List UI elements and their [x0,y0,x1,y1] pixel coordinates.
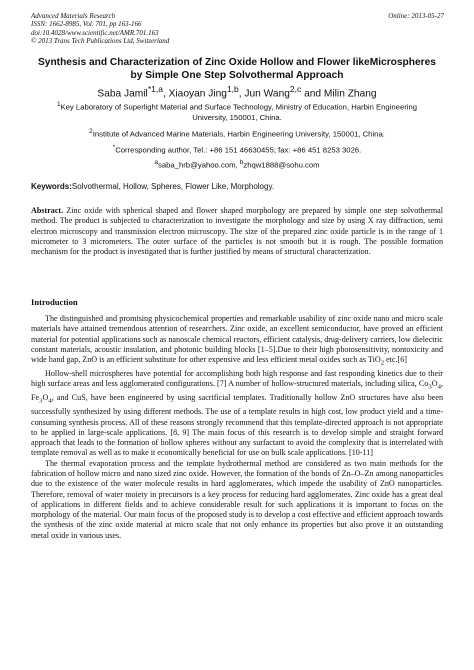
author-name: Saba Jamil [97,88,148,100]
paragraph-text: O [42,393,49,403]
introduction-body [31,314,443,541]
email-marker: b [239,159,244,166]
paragraph: The thermal evaporation process and the template hydrothermal method are considered as two main methods for the fabrication of hollow micro and nano sized zinc oxide. However, the formation of the bonds of Zn–O–Zn among nanoparticles due to the existence of the water molecule results in hard agglomerates, which impede the usability of ZnO nanoparticles. Therefore, removal of water moiety in precursors is a key process for reducing hard agglomerates. Zinc oxide has a great deal of applications in different fields and to achieve considerable result for such applications it is important to focus on the morphology of the material. Our main focus of the proposed study is to develop a cost effective and efficient approach towards the synthesis of the zinc oxide material at micro scale that not only enhance its properties but also prove it an outstanding metal oxide in various uses. [31,458,443,540]
affiliation-2 [31,127,443,140]
author-name: , Xiaoyan Jing [162,88,227,100]
author-superscript: *1,a [147,84,163,94]
subscript: 4 [48,397,52,405]
affiliation-marker: 2 [89,128,93,135]
author-name: and Milin Zhang [301,88,377,100]
subscript: 4 [437,384,441,391]
paragraph-text: etc.[6] [384,355,407,365]
online-date: Online: 2013-05-27 [388,12,444,20]
keywords-text: Solvothermal, Hollow, Spheres, Flower Like, Morphology. [71,182,275,191]
keywords-label: Keywords: [31,182,72,191]
affiliation-text: Key Laboratory of Superlight Material and Surface Technology, Ministry of Education, Harbin Engineering University, 150001, China. [60,102,418,122]
email-marker: a [154,159,159,166]
subscript: 2 [380,359,385,367]
section-heading: Introduction [31,297,78,307]
copyright-line: © 2013 Trans Tech Publications Ltd, Switzerland [31,37,170,46]
abstract [31,206,443,257]
paragraph [31,314,443,369]
keywords [31,182,443,191]
doi-line: doi:10.4028/www.scientific.net/AMR.701.163 [31,28,159,37]
paragraph-text: Hollow-shell microspheres have potential for accomplishing both high response and fast responding kinetics due to their high surface areas and less agglomerated configurations. [7] A number of hollow-structured materials, including silica, Co [31,369,443,389]
corresponding-author [31,143,443,156]
abstract-text: Zinc oxide with spherical shaped and flower shaped morphology are prepared by simple one step solvothermal method. The product is subjected to characterization to investigate the morphology and size by using X ray diffraction, semi electron microscopy and transmission electron microscopy. The size of the prepared zinc oxide particle is in the range of 1 micrometer to 3 micrometers. The outer surface of the particles is not smooth but it is rough. The possible formation mechanism for the product is investigated that is further justified by means of structural characterization. [31,206,443,257]
paragraph-text: The distinguished and promising physicochemical properties and remarkable usability of zinc oxide nano and micro scale materials have attained tremendous attention of researchers. Zinc oxide, an excellent semiconductor, have proved an efficient material for potential applications such as nanoscale chemical reactors, efficient catalysis, drug-delivery carriers, low dielectric constant materials, acoustic insulation, and photonic building blocks [1–5].Due to their high photosensitivity, nontoxicity and wide band gap, ZnO is an efficient substitute for other expensive and less efficient metal oxides such as TiO [31,314,443,365]
paragraph-text: , Fe [31,379,443,403]
email-address[interactable]: zhqw1888@sohu.com [243,160,320,170]
journal-header [31,12,169,46]
affiliation-text: Institute of Advanced Marine Materials, Harbin Engineering University, 150001, China. [92,129,385,139]
corresponding-text: Corresponding author, Tel.: +86 151 46630455; fax: +86 451 8253 3026. [115,145,362,155]
author-superscript: 2,c [289,84,302,94]
paragraph [31,369,443,459]
subscript: 3 [428,384,432,391]
paragraph-text: O [431,379,438,389]
issn-line: ISSN: 1662-8985, Vol. 701, pp 163-166 [31,20,142,29]
subscript: 3 [39,397,43,405]
email-address[interactable]: saba_hrb@yahoo.com, [158,160,238,170]
abstract-label: Abstract. [31,206,64,215]
paragraph-text: , and CuS, have been engineered by using sacrificial templates. Traditionally hollow ZnO structures have also been successfully synthesized by using different methods. The use of a template results in high cost, low product yield and a time-consuming synthesis process. All of these reasons strongly recommend that this template-directed approach is not appropriate to be applied in large-scale applications. [8, 9] The main focus of this research is to develop simple and straight forward approach that leads to the formation of hollow spheres without any surfactant to avoid the complexity that is interrelated with template removal as well as to make it economically beneficial for use on bulk scale applications. [10-11] [31,393,443,458]
email-line [31,158,443,171]
paper-title: Synthesis and Characterization of Zinc Oxide Hollow and Flower likeMicrospheres by Simple One Step Solvothermal Approach [38,57,436,81]
affiliation-marker: 1 [56,101,61,108]
corresponding-marker: * [112,144,116,151]
author-superscript: 1,b [226,84,239,94]
journal-name: Advanced Materials Research [31,12,116,20]
author-name: , Jun Wang [238,88,290,100]
affiliation-1 [50,100,424,123]
author-list [31,84,443,99]
